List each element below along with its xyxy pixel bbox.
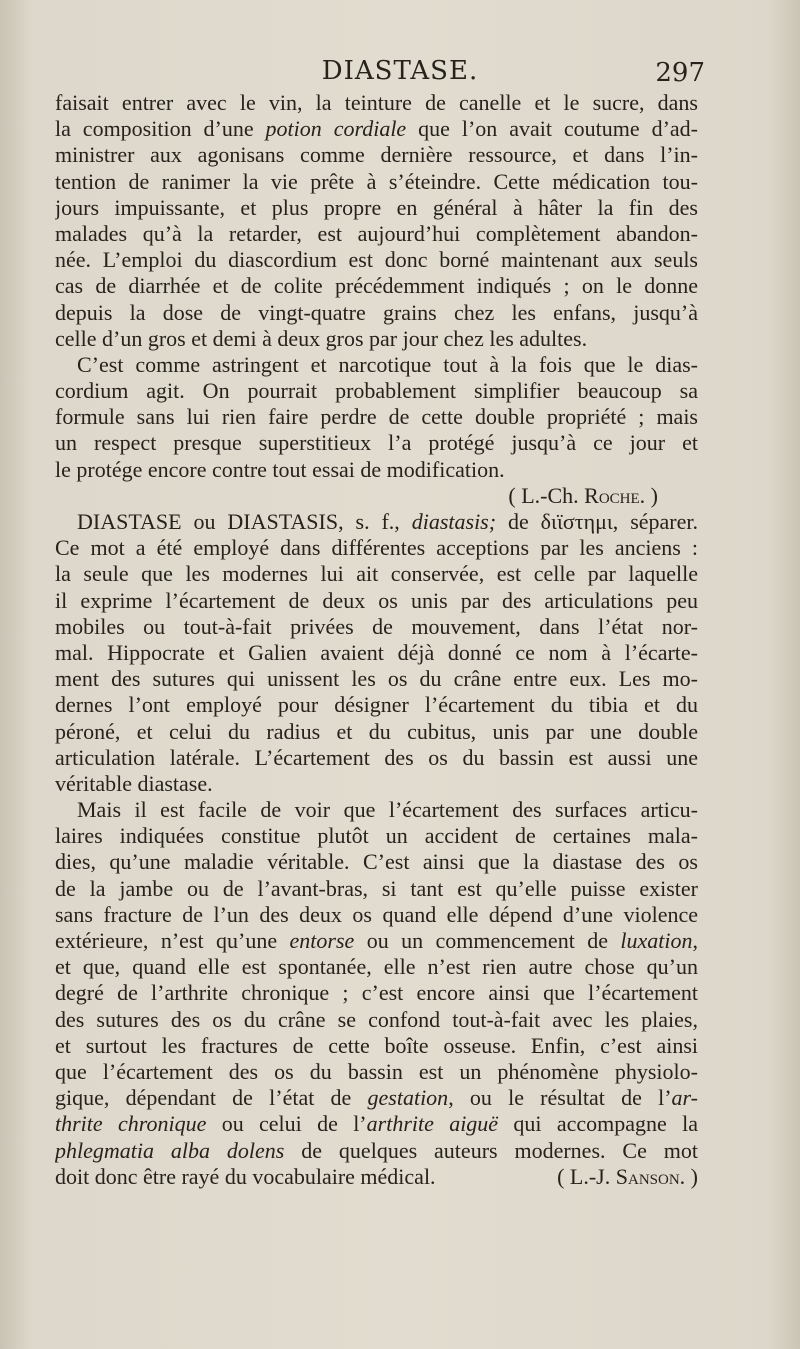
text-line: depuis la dose de vingt-quatre grains chez les enfans, jusqu’à (55, 299, 698, 325)
text-line: articulation latérale. L’écartement des os du bassin est aussi une (55, 744, 698, 770)
text-line: extérieure, n’est qu’une entorse ou un commencement de luxation, (55, 928, 698, 953)
text-line: C’est comme astringent et narcotique tout à la fois que le dias- (77, 351, 698, 377)
text-line: la composition d’une potion cordiale que l’on avait coutume d’ad- (55, 116, 698, 142)
text-line: Ce mot a été employé dans différentes acceptions par les anciens : (55, 535, 698, 561)
text-line: un respect presque superstitieux l’a protégé jusqu’à ce jour et (55, 430, 698, 456)
text-line: dies, qu’une maladie véritable. C’est ainsi que la diastase des os (55, 849, 698, 875)
text-line: née. L’emploi du diascordium est donc borné maintenant aux seuls (55, 247, 698, 273)
text-line: des sutures des os du crâne se confond tout-à-fait avec les plaies, (55, 1006, 698, 1032)
text-line: tention de ranimer la vie prête à s’éteindre. Cette médication tou- (55, 168, 698, 194)
text-line: sans fracture de l’un des deux os quand elle dépend d’une violence (55, 901, 698, 927)
text-line: le protége encore contre tout essai de modification. (55, 456, 505, 482)
text-line: laires indiquées constitue plutôt un accident de certaines mala- (55, 823, 698, 849)
text-line: thrite chronique ou celui de l’arthrite aiguë qui accompagne la (55, 1111, 698, 1137)
text-line: cordium agit. On pourrait probablement simplifier beaucoup sa (55, 378, 698, 404)
text-line: véritable diastase. (55, 770, 213, 796)
text-line: mobiles ou tout-à-fait privées de mouvement, dans l’état nor- (55, 613, 698, 639)
page-header (0, 50, 800, 90)
text-line: cas de diarrhée et de colite précédemment indiqués ; on le donne (55, 273, 698, 299)
text-line: jours impuissante, et plus propre en général à hâter la fin des (55, 194, 698, 220)
text-line: Mais il est facile de voir que l’écartement des surfaces articu- (77, 797, 698, 823)
text-line: formule sans lui rien faire perdre de cette double propriété ; mais (55, 404, 698, 430)
text-line: la seule que les modernes lui ait conservée, est celle par laquelle (55, 561, 698, 587)
text-line: mal. Hippocrate et Galien avaient déjà donné ce nom à l’écarte- (55, 639, 698, 665)
text-line: faisait entrer avec le vin, la teinture de canelle et le sucre, dans (55, 90, 698, 115)
page-number: 297 (655, 58, 705, 88)
text-line-with-signature (55, 1164, 698, 1190)
text-line: et surtout les fractures de cette boîte osseuse. Enfin, c’est ainsi (55, 1032, 698, 1058)
running-title: DIASTASE. (321, 56, 479, 86)
text-line: gique, dépendant de l’état de gestation, ou le résultat de l’ar- (55, 1085, 698, 1111)
text-line: malades qu’à la retarder, est aujourd’hui complètement abandon- (55, 220, 698, 246)
author-signature-sanson: ( L.-J. Sanson. ) (557, 1163, 698, 1189)
text-line: que l’écartement des os du bassin est un phénomène physiolo- (55, 1058, 698, 1084)
author-signature-roche: ( L.-Ch. Roche. ) (508, 482, 658, 508)
text-line: celle d’un gros et demi à deux gros par jour chez les adultes. (55, 325, 588, 351)
text-line: il exprime l’écartement de deux os unis par des articulations peu (55, 587, 698, 613)
entry-headword-line: DIASTASE ou DIASTASIS, s. f., diastasis; de διϊστημι, séparer. (77, 509, 698, 534)
text-line: et que, quand elle est spontanée, elle n’est rien autre chose qu’un (55, 954, 698, 980)
text-line: dernes l’ont employé pour désigner l’écartement du tibia et du (55, 692, 698, 718)
text-line: ment des sutures qui unissent les os du crâne entre eux. Les mo- (55, 666, 698, 692)
text-fragment: doit donc être rayé du vocabulaire médical. (55, 1163, 436, 1189)
text-line: de la jambe ou de l’avant-bras, si tant est qu’elle puisse exister (55, 875, 698, 901)
text-line: phlegmatia alba dolens de quelques auteurs modernes. Ce mot (55, 1137, 698, 1163)
text-line: degré de l’arthrite chronique ; c’est encore ainsi que l’écartement (55, 980, 698, 1006)
body-text (55, 90, 698, 1190)
text-line: ministrer aux agonisans comme dernière ressource, et dans l’in- (55, 142, 698, 168)
text-line: péroné, et celui du radius et du cubitus, unis par une double (55, 718, 698, 744)
